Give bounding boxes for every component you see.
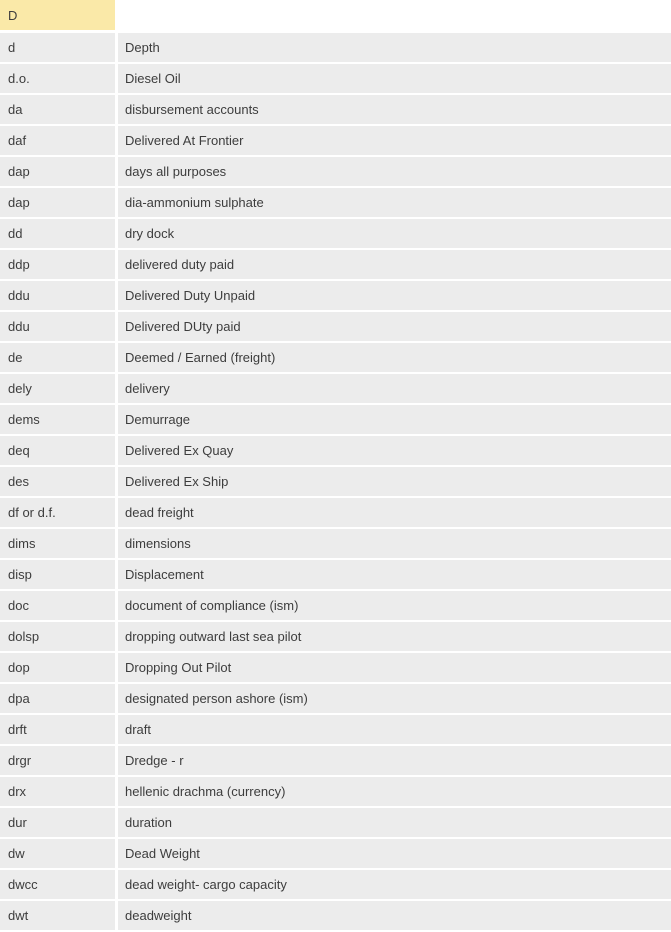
glossary-row [0,622,671,651]
abbr-cell: doc [0,591,115,620]
meaning-cell: duration [118,808,671,837]
glossary-row [0,343,671,372]
meaning-cell: dia-ammonium sulphate [118,188,671,217]
glossary-row [0,219,671,248]
abbr-cell: dely [0,374,115,403]
meaning-cell: Displacement [118,560,671,589]
glossary-row [0,405,671,434]
meaning-cell: Dead Weight [118,839,671,868]
abbr-cell: dop [0,653,115,682]
abbr-cell: drft [0,715,115,744]
glossary-row [0,529,671,558]
abbr-cell: dwt [0,901,115,930]
abbr-cell: dap [0,188,115,217]
meaning-cell: Diesel Oil [118,64,671,93]
glossary-row [0,157,671,186]
meaning-cell: dry dock [118,219,671,248]
abbr-cell: dd [0,219,115,248]
meaning-cell: Delivered DUty paid [118,312,671,341]
abbr-cell: dems [0,405,115,434]
glossary-header-spacer [118,0,671,29]
abbr-cell: da [0,95,115,124]
meaning-cell: delivered duty paid [118,250,671,279]
meaning-cell: days all purposes [118,157,671,186]
abbr-cell: dap [0,157,115,186]
glossary-header-row [0,0,671,30]
abbr-cell: df or d.f. [0,498,115,527]
meaning-cell: Depth [118,33,671,62]
glossary-row [0,560,671,589]
glossary-row [0,95,671,124]
meaning-cell: delivery [118,374,671,403]
meaning-cell: dimensions [118,529,671,558]
meaning-cell: dead freight [118,498,671,527]
glossary-row [0,498,671,527]
meaning-cell: dead weight- cargo capacity [118,870,671,899]
glossary-row [0,188,671,217]
abbr-cell: dolsp [0,622,115,651]
glossary-row [0,33,671,62]
glossary-row [0,808,671,837]
glossary-letter-cell: D [0,0,115,30]
meaning-cell: Delivered Duty Unpaid [118,281,671,310]
glossary-row [0,467,671,496]
abbr-cell: de [0,343,115,372]
meaning-cell: draft [118,715,671,744]
abbr-cell: dpa [0,684,115,713]
abbr-cell: ddu [0,312,115,341]
glossary-row [0,746,671,775]
glossary-row [0,374,671,403]
abbr-cell: dims [0,529,115,558]
glossary-row [0,684,671,713]
abbr-cell: dw [0,839,115,868]
glossary-row [0,250,671,279]
abbr-cell: ddu [0,281,115,310]
glossary-row [0,312,671,341]
abbr-cell: deq [0,436,115,465]
abbr-cell: dwcc [0,870,115,899]
glossary-row [0,653,671,682]
glossary-row [0,870,671,899]
abbr-cell: des [0,467,115,496]
meaning-cell: disbursement accounts [118,95,671,124]
abbr-cell: d [0,33,115,62]
abbr-cell: dur [0,808,115,837]
glossary-row [0,715,671,744]
abbr-cell: daf [0,126,115,155]
glossary-row [0,591,671,620]
glossary-row [0,777,671,806]
meaning-cell: Delivered Ex Ship [118,467,671,496]
meaning-cell: dropping outward last sea pilot [118,622,671,651]
meaning-cell: Dropping Out Pilot [118,653,671,682]
abbr-cell: drx [0,777,115,806]
meaning-cell: document of compliance (ism) [118,591,671,620]
meaning-cell: hellenic drachma (currency) [118,777,671,806]
glossary-row [0,64,671,93]
abbr-cell: disp [0,560,115,589]
glossary-row [0,839,671,868]
meaning-cell: Delivered Ex Quay [118,436,671,465]
abbr-cell: drgr [0,746,115,775]
glossary-row [0,126,671,155]
glossary-row [0,901,671,930]
glossary-rows [0,33,671,930]
meaning-cell: designated person ashore (ism) [118,684,671,713]
glossary-row [0,281,671,310]
abbr-cell: ddp [0,250,115,279]
meaning-cell: Dredge - r [118,746,671,775]
meaning-cell: Demurrage [118,405,671,434]
meaning-cell: Delivered At Frontier [118,126,671,155]
meaning-cell: deadweight [118,901,671,930]
meaning-cell: Deemed / Earned (freight) [118,343,671,372]
abbr-cell: d.o. [0,64,115,93]
glossary-row [0,436,671,465]
